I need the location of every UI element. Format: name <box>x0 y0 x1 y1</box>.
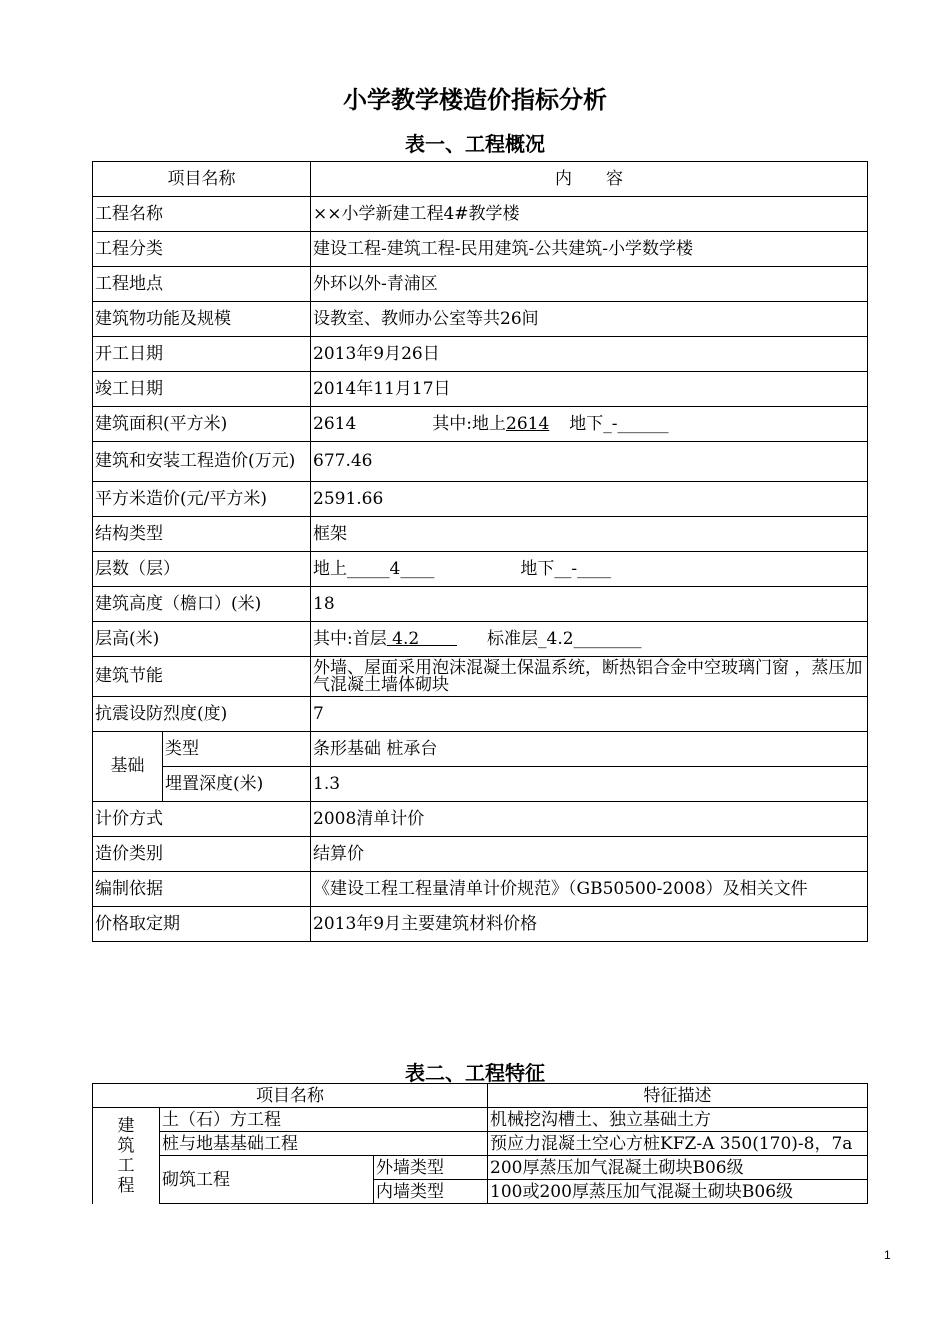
row-value: 677.46 <box>311 442 868 482</box>
table-row <box>93 907 868 942</box>
table-row <box>93 302 868 337</box>
table-row <box>93 837 868 872</box>
row-value: 框架 <box>311 517 868 552</box>
table-row <box>93 697 868 732</box>
row-value: 外墙、屋面采用泡沫混凝土保温系统，断热铝合金中空玻璃门窗 ，蒸压加气混凝土墙体砌块 <box>311 657 868 697</box>
table-row <box>93 267 868 302</box>
floors-below: __-____ <box>554 558 612 579</box>
table-row <box>93 197 868 232</box>
row-value: 机械挖沟槽土、独立基础土方 <box>488 1108 868 1132</box>
row-value: 18 <box>311 587 868 622</box>
group-label <box>93 1108 160 1204</box>
row-label: 价格取定期 <box>93 907 311 942</box>
table-row <box>93 1132 868 1156</box>
row-label: 编制依据 <box>93 872 311 907</box>
group-char: 筑 <box>117 1135 135 1156</box>
project-features-table <box>92 1083 868 1204</box>
row-label: 建筑和安装工程造价(万元) <box>93 442 311 482</box>
row-value: 建设工程-建筑工程-民用建筑-公共建筑-小学数学楼 <box>311 232 868 267</box>
row-value <box>311 407 868 442</box>
row-label: 造价类别 <box>93 837 311 872</box>
row-value: 结算价 <box>311 837 868 872</box>
area-above-label: 其中:地上 <box>432 413 506 434</box>
row-value: 预应力混凝土空心方桩KFZ-A 350(170)-8，7a <box>488 1132 868 1156</box>
table-row <box>93 232 868 267</box>
document-title: 小学教学楼造价指标分析 <box>343 86 607 114</box>
outer-wall-label: 外墙类型 <box>374 1156 488 1180</box>
page-number: 1 <box>884 1248 891 1262</box>
table-row <box>93 482 868 517</box>
row-value <box>311 552 868 587</box>
row-value: 7 <box>311 697 868 732</box>
row-label: 砌筑工程 <box>160 1156 374 1204</box>
row-value: 2013年9月主要建筑材料价格 <box>311 907 868 942</box>
row-label: 工程地点 <box>93 267 311 302</box>
first-floor-height: 4.2 <box>386 628 458 649</box>
header-content: 内 容 <box>311 162 868 197</box>
header-item-name: 项目名称 <box>93 162 311 197</box>
row-label: 桩与地基基础工程 <box>160 1132 488 1156</box>
area-below: _-______ <box>603 413 669 434</box>
row-label: 抗震设防烈度(度) <box>93 697 311 732</box>
standard-floor-height: _4.2________ <box>538 628 642 649</box>
table-row <box>93 1156 868 1180</box>
floors-below-label: 地下 <box>520 558 555 579</box>
foundation-label: 基础 <box>93 732 163 802</box>
area-below-label: 地下 <box>569 413 604 434</box>
row-label: 工程名称 <box>93 197 311 232</box>
table-row <box>93 442 868 482</box>
table-row <box>93 517 868 552</box>
row-value: 2591.66 <box>311 482 868 517</box>
table-header-row <box>93 162 868 197</box>
area-total: 2614 <box>313 413 357 434</box>
inner-wall-label: 内墙类型 <box>374 1180 488 1204</box>
row-value: 2014年11月17日 <box>311 372 868 407</box>
group-char: 工 <box>117 1155 135 1176</box>
foundation-type-value: 条形基础 桩承台 <box>311 732 868 767</box>
table-row <box>93 767 868 802</box>
row-value: 2013年9月26日 <box>311 337 868 372</box>
table-row <box>93 587 868 622</box>
row-label: 竣工日期 <box>93 372 311 407</box>
floors-above-label: 地上 <box>313 558 347 579</box>
row-label: 建筑高度（檐口）(米) <box>93 587 311 622</box>
table-row <box>93 552 868 587</box>
foundation-depth-value: 1.3 <box>311 767 868 802</box>
inner-wall-value: 100或200厚蒸压加气混凝土砌块B06级 <box>488 1180 868 1204</box>
foundation-type-label: 类型 <box>163 732 311 767</box>
table-row <box>93 802 868 837</box>
row-label: 建筑面积(平方米) <box>93 407 311 442</box>
row-label: 层数（层） <box>93 552 311 587</box>
outer-wall-value: 200厚蒸压加气混凝土砌块B06级 <box>488 1156 868 1180</box>
project-overview-table <box>92 161 868 942</box>
header-feature: 特征描述 <box>488 1084 868 1108</box>
standard-floor-label: 标准层 <box>487 628 539 649</box>
row-label: 建筑物功能及规模 <box>93 302 311 337</box>
row-label: 平方米造价(元/平方米) <box>93 482 311 517</box>
row-value: 2008清单计价 <box>311 802 868 837</box>
row-label: 结构类型 <box>93 517 311 552</box>
row-label: 土（石）方工程 <box>160 1108 488 1132</box>
row-label: 层高(米) <box>93 622 311 657</box>
row-label: 计价方式 <box>93 802 311 837</box>
row-value: 《建设工程工程量清单计价规范》（GB50500-2008）及相关文件 <box>311 872 868 907</box>
first-floor-label: 其中:首层 <box>313 628 387 649</box>
floors-above: _____4____ <box>347 558 435 579</box>
header-item-name: 项目名称 <box>93 1084 488 1108</box>
row-label: 建筑节能 <box>93 657 311 697</box>
row-value: ××小学新建工程4#教学楼 <box>311 197 868 232</box>
table-row <box>93 407 868 442</box>
group-char: 程 <box>117 1175 135 1196</box>
row-value: 设教室、教师办公室等共26间 <box>311 302 868 337</box>
foundation-depth-label: 埋置深度(米) <box>163 767 311 802</box>
row-label: 开工日期 <box>93 337 311 372</box>
table-header-row <box>93 1084 868 1108</box>
table2-caption: 表二、工程特征 <box>405 1061 545 1085</box>
group-char: 建 <box>117 1115 135 1136</box>
table-row <box>93 372 868 407</box>
table1-caption: 表一、工程概况 <box>405 132 545 156</box>
table-row <box>93 657 868 697</box>
table-row <box>93 622 868 657</box>
table-row <box>93 732 868 767</box>
table-row <box>93 1108 868 1132</box>
row-value <box>311 622 868 657</box>
row-label: 工程分类 <box>93 232 311 267</box>
table-row <box>93 872 868 907</box>
table-row <box>93 337 868 372</box>
area-above: 2614 <box>506 413 550 434</box>
row-value: 外环以外-青浦区 <box>311 267 868 302</box>
